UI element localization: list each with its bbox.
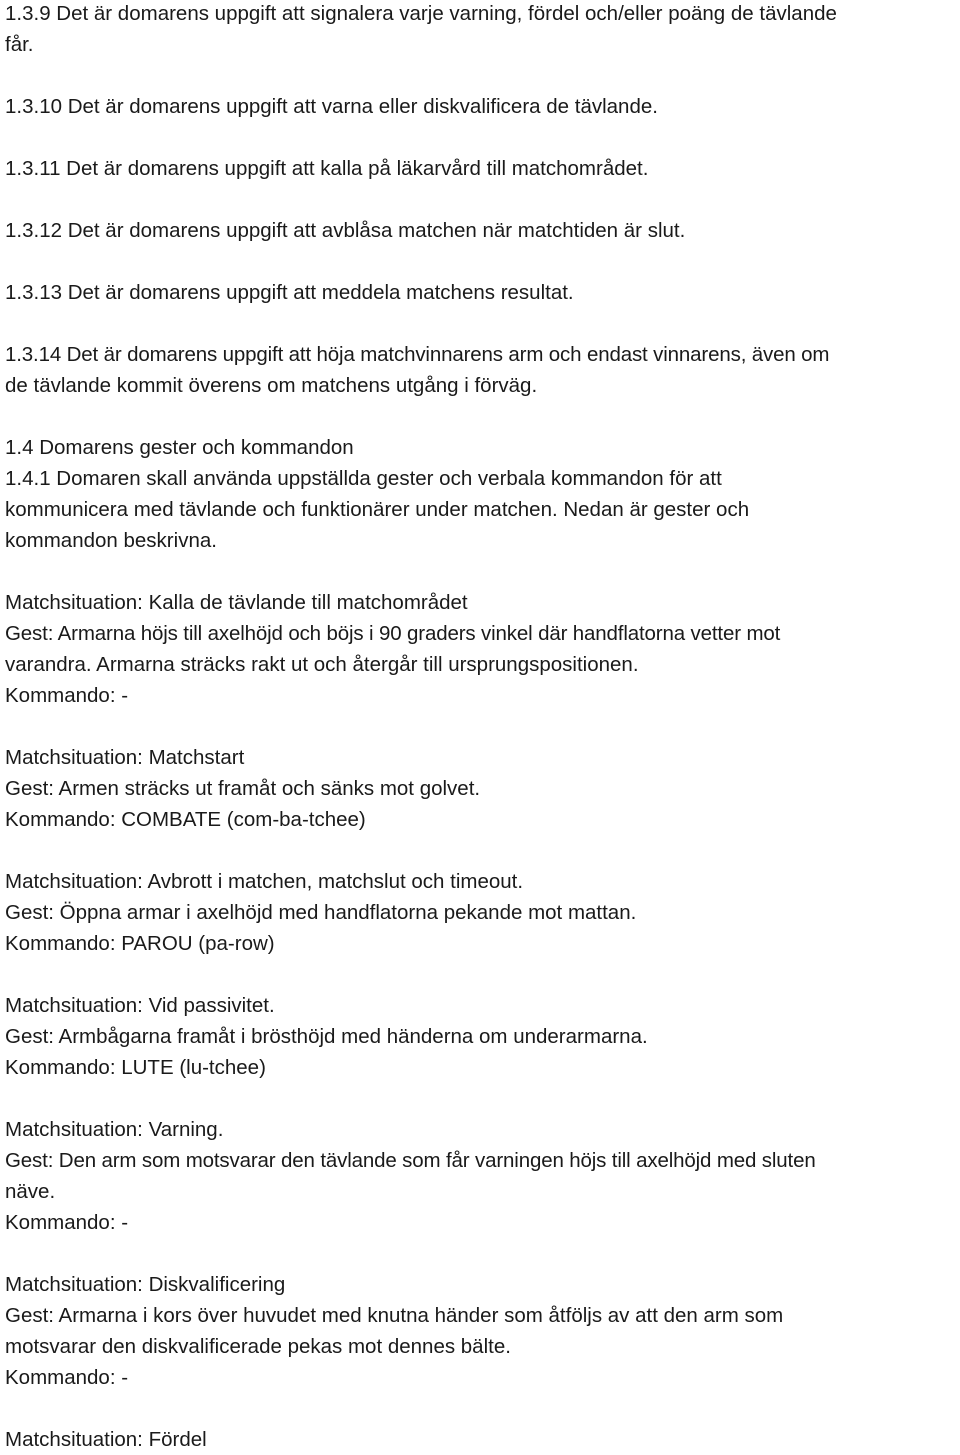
situation-stop-gesture: Gest: Öppna armar i axelhöjd med handflatorna pekande mot mattan. [5, 901, 637, 924]
rule-1-3-12: 1.3.12 Det är domarens uppgift att avblåsa matchen när matchtiden är slut. [5, 219, 686, 242]
rule-1-3-13: 1.3.13 Det är domarens uppgift att meddela matchens resultat. [5, 281, 574, 304]
situation-stop-label: Matchsituation: Avbrott i matchen, matchslut och timeout. [5, 870, 524, 893]
rule-1-3-9-line-1: 1.3.9 Det är domarens uppgift att signalera varje varning, fördel och/eller poäng de tävlande [5, 2, 837, 25]
rule-1-3-14-line-1: 1.3.14 Det är domarens uppgift att höja matchvinnarens arm och endast vinnarens, även om [5, 343, 830, 366]
situation-dq-gesture-2: motsvarar den diskvalificerade pekas mot dennes bälte. [5, 1335, 511, 1358]
rule-1-4-1-line-1: 1.4.1 Domaren skall använda uppställda gester och verbala kommandon för att [5, 467, 722, 490]
rule-1-4-1-line-3: kommandon beskrivna. [5, 529, 217, 552]
situation-dq-command: Kommando: - [5, 1366, 129, 1389]
situation-stop-command: Kommando: PAROU (pa-row) [5, 932, 275, 955]
situation-passivity-label: Matchsituation: Vid passivitet. [5, 994, 275, 1017]
situation-warning-label: Matchsituation: Varning. [5, 1118, 224, 1141]
situation-call-gesture-1: Gest: Armarna höjs till axelhöjd och böjs i 90 graders vinkel där handflatorna vetter mot [5, 622, 781, 645]
situation-passivity-gesture: Gest: Armbågarna framåt i brösthöjd med händerna om underarmarna. [5, 1025, 648, 1048]
situation-warning-gesture-2: näve. [5, 1180, 56, 1203]
rule-1-3-14-line-2: de tävlande kommit överens om matchens utgång i förväg. [5, 374, 538, 397]
section-heading-1-4: 1.4 Domarens gester och kommandon [5, 436, 354, 459]
situation-dq-gesture-1: Gest: Armarna i kors över huvudet med knutna händer som åtföljs av att den arm som [5, 1304, 784, 1327]
situation-advantage-label: Matchsituation: Fördel [5, 1428, 207, 1451]
situation-call-gesture-2: varandra. Armarna sträcks rakt ut och återgår till ursprungspositionen. [5, 653, 639, 676]
rule-1-3-9-line-2: får. [5, 33, 34, 56]
situation-start-command: Kommando: COMBATE (com-ba-tchee) [5, 808, 366, 831]
situation-call-label: Matchsituation: Kalla de tävlande till matchområdet [5, 591, 468, 614]
rule-1-3-11: 1.3.11 Det är domarens uppgift att kalla på läkarvård till matchområdet. [5, 157, 649, 180]
situation-start-label: Matchsituation: Matchstart [5, 746, 245, 769]
situation-warning-gesture-1: Gest: Den arm som motsvarar den tävlande som får varningen höjs till axelhöjd med sluten [5, 1149, 816, 1172]
situation-passivity-command: Kommando: LUTE (lu-tchee) [5, 1056, 266, 1079]
rule-1-4-1-line-2: kommunicera med tävlande och funktionärer under matchen. Nedan är gester och [5, 498, 750, 521]
situation-warning-command: Kommando: - [5, 1211, 129, 1234]
situation-start-gesture: Gest: Armen sträcks ut framåt och sänks mot golvet. [5, 777, 481, 800]
situation-call-command: Kommando: - [5, 684, 129, 707]
situation-dq-label: Matchsituation: Diskvalificering [5, 1273, 286, 1296]
rule-1-3-10: 1.3.10 Det är domarens uppgift att varna eller diskvalificera de tävlande. [5, 95, 658, 118]
